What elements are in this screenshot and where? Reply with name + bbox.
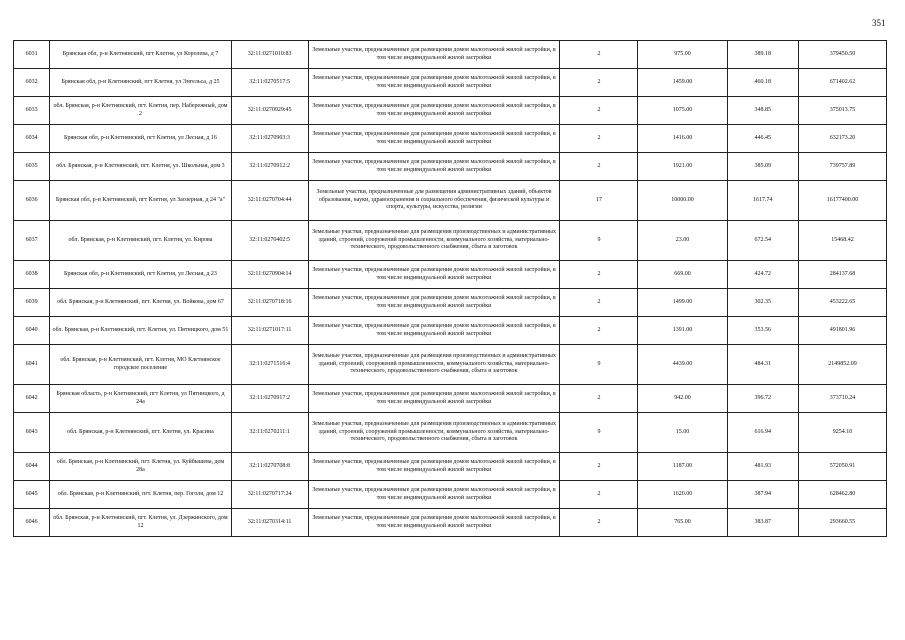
row-number-cell: 6034 [14, 125, 50, 153]
cadastral-value-cell: 375013.75 [798, 97, 886, 125]
address-cell: Брянская обл, р-н Клетнянский, пгт Клетня, ул Лесная, д 16 [50, 125, 231, 153]
area-cell: 975.00 [638, 41, 727, 69]
table-row [14, 41, 887, 69]
group-code-cell: 2 [560, 261, 638, 289]
table-row [14, 453, 887, 481]
area-cell: 942.00 [638, 385, 727, 413]
table-row [14, 97, 887, 125]
address-cell: обл. Брянская, р-н Клетнянский, пгт. Клетня, ул. Красина [50, 413, 231, 453]
row-number-cell: 6045 [14, 481, 50, 509]
cadastral-value-cell: 572050.91 [798, 453, 886, 481]
table-row [14, 181, 887, 221]
registry-body [14, 41, 887, 537]
row-number-cell: 6039 [14, 289, 50, 317]
group-code-cell: 2 [560, 481, 638, 509]
group-code-cell: 2 [560, 125, 638, 153]
land-use-category-cell: Земельные участки, предназначенные для размещения производственных и административных зданий, строений, сооружений промышленности, коммунального хозяйства, материально-технического, продовольственного снабжения, сбыта и заготовок [308, 413, 560, 453]
land-use-category-cell: Земельные участки, предназначенные для размещения домов малоэтажной жилой застройки, в том числе индивидуальной жилой застройки [308, 385, 560, 413]
cadastral-number-cell: 32:11:0270903:3 [231, 125, 308, 153]
address-cell: Брянская обл, р-н Клетнянский, пгт Клетня, ул Лесная, д 23 [50, 261, 231, 289]
table-row [14, 69, 887, 97]
cadastral-number-cell: 32:11:0270917:2 [231, 385, 308, 413]
address-cell: Брянская область, р-н Клетнянский, пгт Клетня, ул Пятницкого, д 24а [50, 385, 231, 413]
cadastral-value-cell: 293660.55 [798, 509, 886, 537]
address-cell: обл. Брянская, р-н Клетнянский, пгт. Клетня, ул. Куйбышева, дом 28а [50, 453, 231, 481]
specific-value-cell: 460.18 [727, 69, 798, 97]
land-use-category-cell: Земельные участки, предназначенные для размещения домов малоэтажной жилой застройки, в том числе индивидуальной жилой застройки [308, 481, 560, 509]
row-number-cell: 6037 [14, 221, 50, 261]
cadastral-value-cell: 2149852.09 [798, 345, 886, 385]
cadastral-value-cell: 491801.96 [798, 317, 886, 345]
address-cell: обл. Брянская, р-н Клетнянский, пгт. Клетня, пер. Набережный, дом 2 [50, 97, 231, 125]
group-code-cell: 17 [560, 181, 638, 221]
specific-value-cell: 389.18 [727, 41, 798, 69]
specific-value-cell: 446.45 [727, 125, 798, 153]
specific-value-cell: 1617.74 [727, 181, 798, 221]
table-row [14, 345, 887, 385]
area-cell: 1459.00 [638, 69, 727, 97]
specific-value-cell: 383.87 [727, 509, 798, 537]
area-cell: 1620.00 [638, 481, 727, 509]
specific-value-cell: 302.35 [727, 289, 798, 317]
cadastral-number-cell: 32:11:0270708:8 [231, 453, 308, 481]
specific-value-cell: 484.31 [727, 345, 798, 385]
cadastral-value-cell: 632173.20 [798, 125, 886, 153]
area-cell: 4439.00 [638, 345, 727, 385]
land-use-category-cell: Земельные участки, предназначенные для размещения домов малоэтажной жилой застройки, в том числе индивидуальной жилой застройки [308, 125, 560, 153]
land-use-category-cell: Земельные участки, предназначенные для размещения производственных и административных зданий, строений, сооружений промышленности, коммунального хозяйства, материально-технического, продовольственного снабжения, сбыта и заготовок [308, 221, 560, 261]
group-code-cell: 9 [560, 413, 638, 453]
row-number-cell: 6041 [14, 345, 50, 385]
row-number-cell: 6035 [14, 153, 50, 181]
group-code-cell: 2 [560, 453, 638, 481]
cadastral-value-cell: 284137.68 [798, 261, 886, 289]
land-use-category-cell: Земельные участки, предназначенные для размещения домов малоэтажной жилой застройки, в том числе индивидуальной жилой застройки [308, 97, 560, 125]
row-number-cell: 6046 [14, 509, 50, 537]
specific-value-cell: 481.93 [727, 453, 798, 481]
cadastral-number-cell: 32:11:0271017:11 [231, 317, 308, 345]
cadastral-value-cell: 9254.10 [798, 413, 886, 453]
specific-value-cell: 348.85 [727, 97, 798, 125]
table-row [14, 125, 887, 153]
group-code-cell: 2 [560, 41, 638, 69]
specific-value-cell: 396.72 [727, 385, 798, 413]
land-use-category-cell: Земельные участки, предназначенные для размещения производственных и административных зданий, строений, сооружений промышленности, коммунального хозяйства, материально-технического, продовольственного снабжения, сбыта и заготовок [308, 345, 560, 385]
group-code-cell: 2 [560, 97, 638, 125]
cadastral-number-cell: 32:11:0270402:5 [231, 221, 308, 261]
cadastral-value-cell: 15468.42 [798, 221, 886, 261]
table-row [14, 261, 887, 289]
area-cell: 10000.00 [638, 181, 727, 221]
table-row [14, 221, 887, 261]
cadastral-value-cell: 379450.50 [798, 41, 886, 69]
area-cell: 1391.00 [638, 317, 727, 345]
cadastral-value-cell: 671402.62 [798, 69, 886, 97]
area-cell: 1416.00 [638, 125, 727, 153]
table-row [14, 385, 887, 413]
cadastral-value-cell: 453222.65 [798, 289, 886, 317]
address-cell: обл. Брянская, р-н Клетнянский, пгт. Клетня, ул. Войкова, дом 67 [50, 289, 231, 317]
address-cell: Брянская обл, р-н Клетнянский, пгт Клетня, ул Королева, д 7 [50, 41, 231, 69]
area-cell: 15.00 [638, 413, 727, 453]
group-code-cell: 2 [560, 509, 638, 537]
specific-value-cell: 353.56 [727, 317, 798, 345]
address-cell: обл. Брянская, р-н Клетнянский, пгт. Клетня, ул. Школьная, дом 3 [50, 153, 231, 181]
specific-value-cell: 672.54 [727, 221, 798, 261]
cadastral-number-cell: 32:11:0270517:5 [231, 69, 308, 97]
address-cell: Брянская обл, р-н Клетнянский, пгт Клетня, ул Энгельса, д 25 [50, 69, 231, 97]
area-cell: 669.00 [638, 261, 727, 289]
group-code-cell: 9 [560, 345, 638, 385]
land-use-category-cell: Земельные участки, предназначенные для размещения домов малоэтажной жилой застройки, в том числе индивидуальной жилой застройки [308, 261, 560, 289]
cadastral-value-cell: 16177400.00 [798, 181, 886, 221]
specific-value-cell: 424.72 [727, 261, 798, 289]
specific-value-cell: 387.94 [727, 481, 798, 509]
address-cell: обл. Брянская, р-н Клетнянский, пгт. Клетня, ул. Пятницкого, дом 51 [50, 317, 231, 345]
group-code-cell: 2 [560, 69, 638, 97]
cadastral-number-cell: 32:11:0270704:44 [231, 181, 308, 221]
cadastral-value-cell: 739757.89 [798, 153, 886, 181]
area-cell: 765.00 [638, 509, 727, 537]
row-number-cell: 6043 [14, 413, 50, 453]
land-use-category-cell: Земельные участки, предназначенные для размещения домов малоэтажной жилой застройки, в том числе индивидуальной жилой застройки [308, 317, 560, 345]
cadastral-number-cell: 32:11:0270912:2 [231, 153, 308, 181]
row-number-cell: 6032 [14, 69, 50, 97]
cadastral-number-cell: 32:11:0270904:14 [231, 261, 308, 289]
row-number-cell: 6036 [14, 181, 50, 221]
page-number: 351 [872, 18, 886, 28]
land-use-category-cell: Земельные участки, предназначенные для размещения административных зданий, объектов образования, науки, здравоохранения и социального обеспечения, физической культуры и спорта, культуры, искусства, религии [308, 181, 560, 221]
specific-value-cell: 385.09 [727, 153, 798, 181]
cadastral-number-cell: 32:11:0270211:1 [231, 413, 308, 453]
land-use-category-cell: Земельные участки, предназначенные для размещения домов малоэтажной жилой застройки, в том числе индивидуальной жилой застройки [308, 153, 560, 181]
area-cell: 1187.00 [638, 453, 727, 481]
cadastral-number-cell: 32:11:0270718:16 [231, 289, 308, 317]
cadastral-number-cell: 32:11:0270929:45 [231, 97, 308, 125]
row-number-cell: 6042 [14, 385, 50, 413]
group-code-cell: 2 [560, 153, 638, 181]
row-number-cell: 6031 [14, 41, 50, 69]
cadastral-number-cell: 32:11:0271516:4 [231, 345, 308, 385]
area-cell: 1075.00 [638, 97, 727, 125]
table-row [14, 153, 887, 181]
cadastral-number-cell: 32:11:0270717:24 [231, 481, 308, 509]
land-use-category-cell: Земельные участки, предназначенные для размещения домов малоэтажной жилой застройки, в том числе индивидуальной жилой застройки [308, 41, 560, 69]
area-cell: 1499.00 [638, 289, 727, 317]
cadastral-registry-table [13, 40, 887, 537]
table-row [14, 481, 887, 509]
group-code-cell: 2 [560, 317, 638, 345]
address-cell: обл. Брянская, р-н Клетнянский, пгт. Клетня, МО Клетнянское городское поселение [50, 345, 231, 385]
land-use-category-cell: Земельные участки, предназначенные для размещения домов малоэтажной жилой застройки, в том числе индивидуальной жилой застройки [308, 69, 560, 97]
address-cell: Брянская обл, р-н Клетнянский, пгт Клетня, ул Заозерная, д 24 "а" [50, 181, 231, 221]
address-cell: обл. Брянская, р-н Клетнянский, пгт. Клетня, ул. Кирова [50, 221, 231, 261]
specific-value-cell: 616.94 [727, 413, 798, 453]
cadastral-value-cell: 373710.24 [798, 385, 886, 413]
row-number-cell: 6038 [14, 261, 50, 289]
table-row [14, 317, 887, 345]
address-cell: обл. Брянская, р-н Клетнянский, пгт. Клетня, ул. Дзержинского, дом 12 [50, 509, 231, 537]
row-number-cell: 6040 [14, 317, 50, 345]
group-code-cell: 2 [560, 289, 638, 317]
table-row [14, 413, 887, 453]
area-cell: 23.00 [638, 221, 727, 261]
cadastral-number-cell: 32:11:0270314:11 [231, 509, 308, 537]
cadastral-number-cell: 32:11:0271010:83 [231, 41, 308, 69]
cadastral-value-cell: 628462.80 [798, 481, 886, 509]
group-code-cell: 2 [560, 385, 638, 413]
row-number-cell: 6033 [14, 97, 50, 125]
area-cell: 1921.00 [638, 153, 727, 181]
land-use-category-cell: Земельные участки, предназначенные для размещения домов малоэтажной жилой застройки, в том числе индивидуальной жилой застройки [308, 509, 560, 537]
group-code-cell: 9 [560, 221, 638, 261]
row-number-cell: 6044 [14, 453, 50, 481]
land-use-category-cell: Земельные участки, предназначенные для размещения домов малоэтажной жилой застройки, в том числе индивидуальной жилой застройки [308, 453, 560, 481]
address-cell: обл. Брянская, р-н Клетнянский, пгт. Клетня, пер. Гоголя, дом 12 [50, 481, 231, 509]
table-row [14, 289, 887, 317]
land-use-category-cell: Земельные участки, предназначенные для размещения домов малоэтажной жилой застройки, в том числе индивидуальной жилой застройки [308, 289, 560, 317]
table-row [14, 509, 887, 537]
